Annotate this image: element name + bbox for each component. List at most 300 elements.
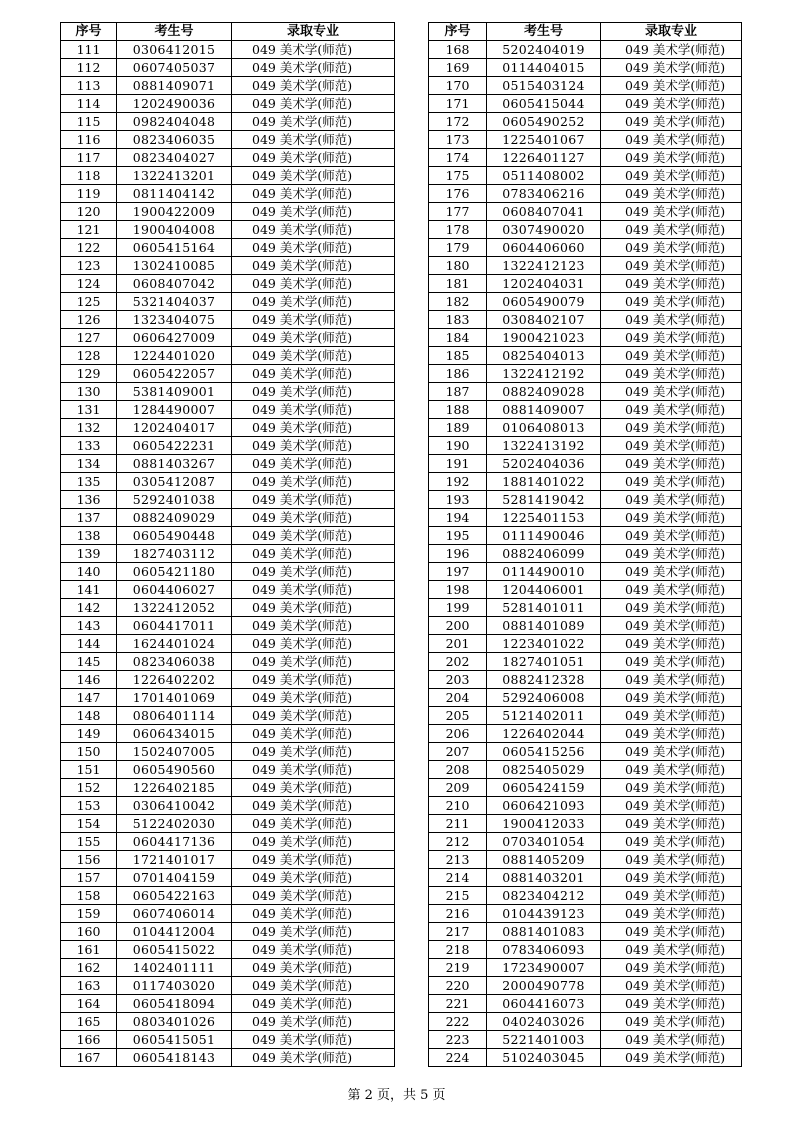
table-row — [61, 509, 395, 527]
cell-seq: 212 — [429, 833, 487, 851]
cell-seq: 198 — [429, 581, 487, 599]
cell-seq: 114 — [61, 95, 117, 113]
cell-candidate-id: 0825404013 — [487, 347, 601, 365]
cell-seq: 186 — [429, 365, 487, 383]
cell-seq: 207 — [429, 743, 487, 761]
table-row — [61, 365, 395, 383]
cell-candidate-id: 0114404015 — [487, 59, 601, 77]
cell-seq: 183 — [429, 311, 487, 329]
cell-seq: 143 — [61, 617, 117, 635]
table-row — [61, 185, 395, 203]
cell-major: 049 美术学(师范) — [232, 491, 395, 509]
cell-seq: 203 — [429, 671, 487, 689]
cell-seq: 131 — [61, 401, 117, 419]
cell-seq: 209 — [429, 779, 487, 797]
cell-candidate-id: 0306412015 — [117, 41, 232, 59]
cell-candidate-id: 1721401017 — [117, 851, 232, 869]
cell-seq: 184 — [429, 329, 487, 347]
cell-candidate-id: 0606421093 — [487, 797, 601, 815]
cell-major: 049 美术学(师范) — [601, 203, 742, 221]
table-row — [429, 1031, 742, 1049]
cell-candidate-id: 0605422163 — [117, 887, 232, 905]
cell-candidate-id: 0511408002 — [487, 167, 601, 185]
cell-candidate-id: 0823404212 — [487, 887, 601, 905]
table-row — [429, 491, 742, 509]
cell-major: 049 美术学(师范) — [232, 599, 395, 617]
table-row — [429, 95, 742, 113]
cell-candidate-id: 0823406038 — [117, 653, 232, 671]
cell-candidate-id: 0104439123 — [487, 905, 601, 923]
cell-candidate-id: 0825405029 — [487, 761, 601, 779]
cell-major: 049 美术学(师范) — [601, 491, 742, 509]
cell-candidate-id: 1223401022 — [487, 635, 601, 653]
cell-major: 049 美术学(师范) — [601, 635, 742, 653]
cell-candidate-id: 1226402202 — [117, 671, 232, 689]
cell-major: 049 美术学(师范) — [232, 941, 395, 959]
cell-candidate-id: 0881401083 — [487, 923, 601, 941]
cell-major: 049 美术学(师范) — [232, 833, 395, 851]
cell-candidate-id: 1204406001 — [487, 581, 601, 599]
cell-candidate-id: 0605424159 — [487, 779, 601, 797]
cell-major: 049 美术学(师范) — [232, 617, 395, 635]
table-row — [429, 203, 742, 221]
table-row — [429, 941, 742, 959]
table-row — [61, 959, 395, 977]
cell-major: 049 美术学(师范) — [232, 185, 395, 203]
cell-major: 049 美术学(师范) — [232, 41, 395, 59]
table-row — [429, 923, 742, 941]
table-row — [61, 293, 395, 311]
cell-seq: 128 — [61, 347, 117, 365]
table-row — [61, 383, 395, 401]
cell-major: 049 美术学(师范) — [601, 293, 742, 311]
cell-major: 049 美术学(师范) — [601, 887, 742, 905]
table-row — [61, 437, 395, 455]
cell-candidate-id: 0106408013 — [487, 419, 601, 437]
cell-seq: 125 — [61, 293, 117, 311]
cell-candidate-id: 0605490560 — [117, 761, 232, 779]
table-row — [61, 779, 395, 797]
cell-candidate-id: 1322413201 — [117, 167, 232, 185]
cell-major: 049 美术学(师范) — [232, 581, 395, 599]
cell-seq: 181 — [429, 275, 487, 293]
cell-candidate-id: 5281419042 — [487, 491, 601, 509]
cell-major: 049 美术学(师范) — [601, 365, 742, 383]
table-row — [429, 779, 742, 797]
cell-candidate-id: 1402401111 — [117, 959, 232, 977]
cell-candidate-id: 0605415256 — [487, 743, 601, 761]
cell-major: 049 美术学(师范) — [232, 1031, 395, 1049]
table-row — [61, 689, 395, 707]
cell-candidate-id: 1900412033 — [487, 815, 601, 833]
cell-major: 049 美术学(师范) — [601, 131, 742, 149]
cell-candidate-id: 0605415022 — [117, 941, 232, 959]
cell-major: 049 美术学(师范) — [232, 869, 395, 887]
cell-major: 049 美术学(师范) — [601, 509, 742, 527]
table-row — [429, 581, 742, 599]
table-row — [61, 941, 395, 959]
cell-candidate-id: 0604417136 — [117, 833, 232, 851]
table-row — [61, 563, 395, 581]
cell-major: 049 美术学(师范) — [232, 1013, 395, 1031]
cell-candidate-id: 0882409028 — [487, 383, 601, 401]
table-row — [429, 653, 742, 671]
cell-major: 049 美术学(师范) — [232, 293, 395, 311]
cell-major: 049 美术学(师范) — [232, 635, 395, 653]
header-major: 录取专业 — [232, 23, 395, 41]
cell-major: 049 美术学(师范) — [601, 527, 742, 545]
cell-seq: 169 — [429, 59, 487, 77]
cell-seq: 213 — [429, 851, 487, 869]
table-row — [429, 743, 742, 761]
header-candidate-id: 考生号 — [487, 23, 601, 41]
cell-seq: 205 — [429, 707, 487, 725]
cell-major: 049 美术学(师范) — [601, 545, 742, 563]
cell-major: 049 美术学(师范) — [232, 545, 395, 563]
table-row — [429, 689, 742, 707]
table-row — [429, 617, 742, 635]
cell-candidate-id: 0703401054 — [487, 833, 601, 851]
cell-major: 049 美术学(师范) — [232, 923, 395, 941]
cell-candidate-id: 0111490046 — [487, 527, 601, 545]
cell-major: 049 美术学(师范) — [601, 761, 742, 779]
table-row — [61, 239, 395, 257]
cell-seq: 171 — [429, 95, 487, 113]
table-row — [429, 995, 742, 1013]
cell-candidate-id: 0823404027 — [117, 149, 232, 167]
cell-seq: 124 — [61, 275, 117, 293]
cell-major: 049 美术学(师范) — [232, 383, 395, 401]
cell-seq: 219 — [429, 959, 487, 977]
cell-candidate-id: 1881401022 — [487, 473, 601, 491]
cell-candidate-id: 1322412123 — [487, 257, 601, 275]
cell-major: 049 美术学(师范) — [601, 437, 742, 455]
cell-candidate-id: 1224401020 — [117, 347, 232, 365]
table-row — [429, 239, 742, 257]
cell-candidate-id: 0605490448 — [117, 527, 232, 545]
cell-seq: 130 — [61, 383, 117, 401]
table-row — [429, 797, 742, 815]
header-seq: 序号 — [429, 23, 487, 41]
cell-major: 049 美术学(师范) — [601, 617, 742, 635]
table-row — [429, 329, 742, 347]
cell-candidate-id: 5292401038 — [117, 491, 232, 509]
cell-major: 049 美术学(师范) — [601, 743, 742, 761]
cell-seq: 180 — [429, 257, 487, 275]
cell-seq: 140 — [61, 563, 117, 581]
cell-major: 049 美术学(师范) — [232, 221, 395, 239]
cell-seq: 172 — [429, 113, 487, 131]
cell-major: 049 美术学(师范) — [232, 329, 395, 347]
table-row — [429, 509, 742, 527]
cell-candidate-id: 5202404019 — [487, 41, 601, 59]
table-row — [429, 671, 742, 689]
cell-major: 049 美术学(师范) — [601, 779, 742, 797]
cell-seq: 160 — [61, 923, 117, 941]
table-row — [429, 563, 742, 581]
cell-major: 049 美术学(师范) — [232, 275, 395, 293]
cell-candidate-id: 5281401011 — [487, 599, 601, 617]
cell-major: 049 美术学(师范) — [232, 509, 395, 527]
cell-seq: 148 — [61, 707, 117, 725]
cell-candidate-id: 0803401026 — [117, 1013, 232, 1031]
cell-candidate-id: 1624401024 — [117, 635, 232, 653]
header-major: 录取专业 — [601, 23, 742, 41]
cell-major: 049 美术学(师范) — [601, 923, 742, 941]
cell-candidate-id: 1202490036 — [117, 95, 232, 113]
cell-candidate-id: 5121402011 — [487, 707, 601, 725]
table-row — [61, 599, 395, 617]
cell-seq: 185 — [429, 347, 487, 365]
cell-major: 049 美术学(师范) — [601, 347, 742, 365]
cell-candidate-id: 0605415051 — [117, 1031, 232, 1049]
cell-candidate-id: 0701404159 — [117, 869, 232, 887]
cell-candidate-id: 0882412328 — [487, 671, 601, 689]
cell-candidate-id: 1827403112 — [117, 545, 232, 563]
cell-seq: 122 — [61, 239, 117, 257]
table-row — [61, 131, 395, 149]
cell-major: 049 美术学(师范) — [601, 707, 742, 725]
cell-candidate-id: 1900421023 — [487, 329, 601, 347]
table-header-row — [429, 23, 742, 41]
cell-seq: 170 — [429, 77, 487, 95]
table-row — [429, 293, 742, 311]
cell-major: 049 美术学(师范) — [232, 779, 395, 797]
table-row — [61, 257, 395, 275]
cell-major: 049 美术学(师范) — [601, 419, 742, 437]
cell-seq: 188 — [429, 401, 487, 419]
table-row — [61, 851, 395, 869]
cell-seq: 187 — [429, 383, 487, 401]
table-row — [61, 149, 395, 167]
cell-seq: 139 — [61, 545, 117, 563]
cell-seq: 121 — [61, 221, 117, 239]
admission-table-left — [60, 22, 395, 1067]
table-row — [61, 977, 395, 995]
cell-candidate-id: 0307490020 — [487, 221, 601, 239]
cell-seq: 194 — [429, 509, 487, 527]
cell-candidate-id: 0605422231 — [117, 437, 232, 455]
cell-candidate-id: 1322412052 — [117, 599, 232, 617]
cell-seq: 166 — [61, 1031, 117, 1049]
cell-major: 049 美术学(师范) — [601, 689, 742, 707]
table-row — [429, 221, 742, 239]
cell-seq: 224 — [429, 1049, 487, 1067]
cell-seq: 152 — [61, 779, 117, 797]
cell-major: 049 美术学(师范) — [601, 977, 742, 995]
cell-seq: 193 — [429, 491, 487, 509]
table-row — [61, 401, 395, 419]
cell-seq: 117 — [61, 149, 117, 167]
cell-candidate-id: 0604417011 — [117, 617, 232, 635]
cell-candidate-id: 1900422009 — [117, 203, 232, 221]
cell-major: 049 美术学(师范) — [232, 113, 395, 131]
table-row — [429, 959, 742, 977]
cell-major: 049 美术学(师范) — [232, 743, 395, 761]
cell-candidate-id: 0114490010 — [487, 563, 601, 581]
table-row — [61, 1031, 395, 1049]
cell-seq: 182 — [429, 293, 487, 311]
table-row — [61, 113, 395, 131]
cell-candidate-id: 0607406014 — [117, 905, 232, 923]
cell-major: 049 美术学(师范) — [601, 797, 742, 815]
cell-candidate-id: 1226402044 — [487, 725, 601, 743]
table-row — [61, 545, 395, 563]
cell-major: 049 美术学(师范) — [601, 95, 742, 113]
cell-seq: 111 — [61, 41, 117, 59]
cell-candidate-id: 0608407042 — [117, 275, 232, 293]
table-row — [429, 383, 742, 401]
cell-seq: 120 — [61, 203, 117, 221]
cell-candidate-id: 1225401153 — [487, 509, 601, 527]
table-row — [429, 113, 742, 131]
cell-candidate-id: 5292406008 — [487, 689, 601, 707]
cell-major: 049 美术学(师范) — [601, 149, 742, 167]
table-row — [429, 1049, 742, 1067]
table-row — [429, 131, 742, 149]
table-row — [61, 887, 395, 905]
cell-candidate-id: 0806401114 — [117, 707, 232, 725]
cell-seq: 202 — [429, 653, 487, 671]
table-row — [61, 473, 395, 491]
cell-seq: 179 — [429, 239, 487, 257]
cell-major: 049 美术学(师范) — [232, 401, 395, 419]
cell-major: 049 美术学(师范) — [601, 599, 742, 617]
cell-seq: 145 — [61, 653, 117, 671]
table-row — [429, 167, 742, 185]
cell-candidate-id: 0515403124 — [487, 77, 601, 95]
cell-seq: 118 — [61, 167, 117, 185]
cell-seq: 150 — [61, 743, 117, 761]
cell-major: 049 美术学(师范) — [232, 707, 395, 725]
table-row — [429, 365, 742, 383]
cell-candidate-id: 5122402030 — [117, 815, 232, 833]
table-row — [61, 41, 395, 59]
table-row — [61, 671, 395, 689]
cell-major: 049 美术学(师范) — [601, 221, 742, 239]
cell-major: 049 美术学(师范) — [232, 419, 395, 437]
table-row — [61, 617, 395, 635]
table-row — [429, 977, 742, 995]
table-row — [61, 1049, 395, 1067]
cell-seq: 220 — [429, 977, 487, 995]
cell-candidate-id: 1323404075 — [117, 311, 232, 329]
table-row — [429, 437, 742, 455]
cell-major: 049 美术学(师范) — [232, 77, 395, 95]
table-row — [429, 311, 742, 329]
cell-candidate-id: 1723490007 — [487, 959, 601, 977]
cell-candidate-id: 0605415044 — [487, 95, 601, 113]
cell-candidate-id: 1900404008 — [117, 221, 232, 239]
cell-candidate-id: 0881403201 — [487, 869, 601, 887]
cell-seq: 154 — [61, 815, 117, 833]
cell-candidate-id: 1226402185 — [117, 779, 232, 797]
cell-major: 049 美术学(师范) — [232, 203, 395, 221]
cell-major: 049 美术学(师范) — [232, 851, 395, 869]
cell-major: 049 美术学(师范) — [601, 581, 742, 599]
table-row — [429, 527, 742, 545]
admission-table-right — [428, 22, 742, 1067]
cell-seq: 223 — [429, 1031, 487, 1049]
cell-candidate-id: 0783406093 — [487, 941, 601, 959]
cell-candidate-id: 2000490778 — [487, 977, 601, 995]
cell-seq: 156 — [61, 851, 117, 869]
cell-candidate-id: 0604406060 — [487, 239, 601, 257]
cell-seq: 191 — [429, 455, 487, 473]
cell-major: 049 美术学(师范) — [601, 671, 742, 689]
cell-candidate-id: 1322412192 — [487, 365, 601, 383]
cell-seq: 165 — [61, 1013, 117, 1031]
table-row — [429, 905, 742, 923]
cell-major: 049 美术学(师范) — [601, 185, 742, 203]
cell-major: 049 美术学(师范) — [601, 257, 742, 275]
cell-seq: 136 — [61, 491, 117, 509]
cell-major: 049 美术学(师范) — [232, 905, 395, 923]
cell-major: 049 美术学(师范) — [232, 689, 395, 707]
cell-major: 049 美术学(师范) — [232, 257, 395, 275]
table-row — [429, 185, 742, 203]
cell-major: 049 美术学(师范) — [601, 1013, 742, 1031]
cell-seq: 162 — [61, 959, 117, 977]
cell-seq: 151 — [61, 761, 117, 779]
cell-candidate-id: 1827401051 — [487, 653, 601, 671]
cell-candidate-id: 0607405037 — [117, 59, 232, 77]
cell-candidate-id: 5102403045 — [487, 1049, 601, 1067]
table-row — [61, 761, 395, 779]
cell-seq: 138 — [61, 527, 117, 545]
cell-seq: 141 — [61, 581, 117, 599]
cell-candidate-id: 0306410042 — [117, 797, 232, 815]
cell-seq: 137 — [61, 509, 117, 527]
cell-major: 049 美术学(师范) — [601, 815, 742, 833]
cell-candidate-id: 0605490079 — [487, 293, 601, 311]
cell-seq: 144 — [61, 635, 117, 653]
cell-major: 049 美术学(师范) — [601, 473, 742, 491]
cell-major: 049 美术学(师范) — [601, 1049, 742, 1067]
cell-seq: 163 — [61, 977, 117, 995]
cell-candidate-id: 1502407005 — [117, 743, 232, 761]
table-row — [61, 275, 395, 293]
cell-major: 049 美术学(师范) — [601, 851, 742, 869]
table-row — [429, 149, 742, 167]
table-row — [61, 491, 395, 509]
cell-seq: 201 — [429, 635, 487, 653]
cell-seq: 218 — [429, 941, 487, 959]
cell-candidate-id: 0882406099 — [487, 545, 601, 563]
cell-major: 049 美术学(师范) — [232, 887, 395, 905]
cell-major: 049 美术学(师范) — [232, 563, 395, 581]
table-row — [61, 581, 395, 599]
cell-candidate-id: 5321404037 — [117, 293, 232, 311]
cell-seq: 134 — [61, 455, 117, 473]
cell-seq: 155 — [61, 833, 117, 851]
cell-seq: 123 — [61, 257, 117, 275]
cell-major: 049 美术学(师范) — [232, 797, 395, 815]
table-row — [61, 1013, 395, 1031]
table-row — [429, 869, 742, 887]
cell-candidate-id: 0823406035 — [117, 131, 232, 149]
cell-candidate-id: 5221401003 — [487, 1031, 601, 1049]
table-row — [429, 599, 742, 617]
table-row — [61, 653, 395, 671]
table-row — [61, 221, 395, 239]
cell-candidate-id: 0117403020 — [117, 977, 232, 995]
cell-major: 049 美术学(师范) — [601, 455, 742, 473]
cell-major: 049 美术学(师范) — [232, 95, 395, 113]
cell-major: 049 美术学(师范) — [601, 653, 742, 671]
table-row — [429, 707, 742, 725]
cell-seq: 178 — [429, 221, 487, 239]
